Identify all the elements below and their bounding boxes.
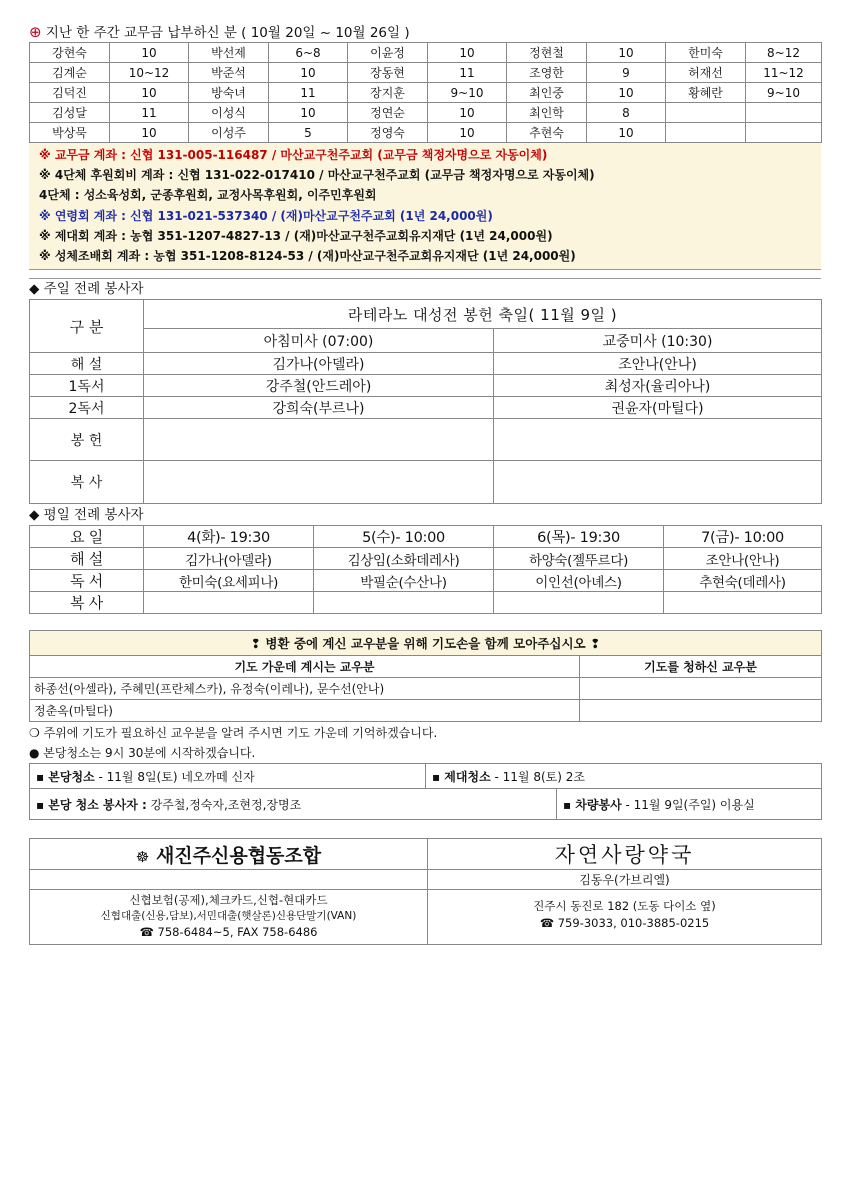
donor-name: 김계순 xyxy=(30,63,110,83)
donor-months: 10 xyxy=(587,43,666,63)
pharmacy-title: 자연사랑약국 xyxy=(428,839,822,870)
morning-volunteer: 강주철(안드레아) xyxy=(144,375,494,397)
donor-name: 방숙녀 xyxy=(189,83,269,103)
prayer-table xyxy=(29,630,822,722)
main-cleaning xyxy=(30,764,426,789)
cleaning-volunteers-label: ▪ 본당 청소 봉사자 : xyxy=(36,797,147,812)
weekday-volunteer: 김가나(아델라) xyxy=(144,548,314,570)
donor-months: 10 xyxy=(587,123,666,143)
donor-name: 김성달 xyxy=(30,103,110,123)
role-label: 1독서 xyxy=(30,375,144,397)
donor-row xyxy=(30,83,822,103)
day-header: 4(화)- 19:30 xyxy=(144,526,314,548)
credit-union-line: 신협대출(신용,담보),서민대출(햇살론)신용단말기(VAN) xyxy=(100,910,357,923)
weekday-heading: ◆ 평일 전례 봉사자 xyxy=(29,507,144,524)
donor-row xyxy=(30,123,822,143)
donor-name: 조영한 xyxy=(507,63,587,83)
school-volunteer: 권윤자(마틸다) xyxy=(494,397,822,419)
role-label: 해 설 xyxy=(30,548,144,570)
weekday-volunteer: 김상임(소화데레사) xyxy=(314,548,494,570)
donor-name: 이윤정 xyxy=(348,43,428,63)
role-label: 복 사 xyxy=(30,592,144,614)
prayer-col-right: 기도를 청하신 교우분 xyxy=(580,656,822,678)
altar-cleaning-label: ▪ 제대청소 xyxy=(432,769,491,784)
weekday-volunteer: 조안나(안나) xyxy=(664,548,822,570)
morning-mass-header: 아침미사 (07:00) xyxy=(144,329,494,353)
donor-months: 11 xyxy=(110,103,189,123)
weekday-volunteer xyxy=(494,592,664,614)
car-service xyxy=(557,789,822,820)
donor-months: 9 xyxy=(587,63,666,83)
weekday-volunteer: 이인선(아녜스) xyxy=(494,570,664,592)
pharmacy-owner: 김동우(가브리엘) xyxy=(428,870,822,890)
day-header: 7(금)- 10:00 xyxy=(664,526,822,548)
account-info-box xyxy=(29,143,821,270)
weekday-volunteer: 추현숙(데레사) xyxy=(664,570,822,592)
donor-name: 박준석 xyxy=(189,63,269,83)
donor-months xyxy=(746,103,822,123)
donor-name: 허재선 xyxy=(666,63,746,83)
donor-months xyxy=(746,123,822,143)
cleaning-note: ● 본당청소는 9시 30분에 시작하겠습니다. xyxy=(29,746,256,761)
donor-name: 한미숙 xyxy=(666,43,746,63)
pharmacy-address: 진주시 동진로 182 (도동 다이소 옆) xyxy=(533,899,716,914)
donor-months: 11 xyxy=(269,83,348,103)
donor-months: 8 xyxy=(587,103,666,123)
school-volunteer: 조안나(안나) xyxy=(494,353,822,375)
donor-name: 정현철 xyxy=(507,43,587,63)
account-adoration: ※ 성체조배회 계좌 : 농협 351-1208-8124-53 / (재)마산교구천주교회유지재단 (1년 24,000원) xyxy=(39,249,576,264)
donor-months: 11 xyxy=(428,63,507,83)
account-funeral: ※ 연령회 계좌 : 신협 131-021-537340 / (재)마산교구천주교회 (1년 24,000원) xyxy=(39,208,493,223)
day-header: 5(수)- 10:00 xyxy=(314,526,494,548)
donor-months: 10 xyxy=(428,123,507,143)
donor-table xyxy=(29,42,822,143)
account-altar: ※ 제대회 계좌 : 농협 351-1207-4827-13 / (재)마산교구천주교회유지재단 (1년 24,000원) xyxy=(39,228,553,243)
day-label: 요 일 xyxy=(30,526,144,548)
role-label: 2독서 xyxy=(30,397,144,419)
weekday-volunteer: 하양숙(젤뚜르다) xyxy=(494,548,664,570)
donor-months: 10 xyxy=(269,63,348,83)
role-label: 독 서 xyxy=(30,570,144,592)
car-service-label: ▪ 차량봉사 xyxy=(563,797,622,812)
donor-months: 10 xyxy=(269,103,348,123)
account-four-groups-list: 4단체 : 성소육성회, 군종후원회, 교정사목후원회, 이주민후원회 xyxy=(39,188,377,203)
weekday-table xyxy=(29,525,822,614)
car-service-text: - 11월 9일(주일) 이용실 xyxy=(621,797,755,812)
donor-name: 정영숙 xyxy=(348,123,428,143)
donor-name: 추현숙 xyxy=(507,123,587,143)
donor-name xyxy=(666,103,746,123)
cleaning-volunteers-text: 강주철,정숙자,조현정,장명조 xyxy=(146,797,302,812)
main-cleaning-text: - 11월 8일(토) 네오까떼 신자 xyxy=(94,769,255,784)
prayer-person: 정춘옥(마틸다) xyxy=(30,700,580,722)
sunday-table xyxy=(29,299,822,504)
school-mass-header: 교중미사 (10:30) xyxy=(494,329,822,353)
donor-months: 10 xyxy=(110,83,189,103)
donor-months: 6~8 xyxy=(269,43,348,63)
prayer-col-left: 기도 가운데 계시는 교우분 xyxy=(30,656,580,678)
donor-row xyxy=(30,63,822,83)
school-volunteer xyxy=(494,461,822,504)
donor-name: 박선제 xyxy=(189,43,269,63)
donor-name: 강현숙 xyxy=(30,43,110,63)
prayer-banner: ❢ 병환 중에 계신 교우분을 위해 기도손을 함께 모아주십시오 ❢ xyxy=(30,631,822,656)
credit-union-logo-icon: ☸ xyxy=(135,847,150,866)
feast-title: 라테라노 대성전 봉헌 축일( 11월 9일 ) xyxy=(144,300,822,329)
altar-cleaning-text: - 11월 8(토) 2조 xyxy=(490,769,585,784)
morning-volunteer: 강희숙(부르나) xyxy=(144,397,494,419)
school-volunteer: 최성자(율리아나) xyxy=(494,375,822,397)
main-cleaning-label: ▪ 본당청소 xyxy=(36,769,95,784)
morning-volunteer: 김가나(아델라) xyxy=(144,353,494,375)
weekday-volunteer: 박필순(수산나) xyxy=(314,570,494,592)
day-header: 6(목)- 19:30 xyxy=(494,526,664,548)
donor-months: 10 xyxy=(110,123,189,143)
prayer-person: 하종선(아셀라), 주혜민(프란체스카), 유정숙(이레나), 문수선(안나) xyxy=(30,678,580,700)
role-label: 해 설 xyxy=(30,353,144,375)
prayer-requester xyxy=(580,700,822,722)
donor-name: 김덕진 xyxy=(30,83,110,103)
donor-name: 최인학 xyxy=(507,103,587,123)
account-offering: ※ 교무금 계좌 : 신협 131-005-116487 / 마산교구천주교회 (교무금 책정자명으로 자동이체) xyxy=(39,148,548,162)
donor-months: 10 xyxy=(428,103,507,123)
division-label: 구 분 xyxy=(30,300,144,353)
donor-name: 최인중 xyxy=(507,83,587,103)
altar-cleaning xyxy=(426,764,822,789)
weekday-volunteer xyxy=(144,592,314,614)
circle-plus-icon: ⊕ xyxy=(29,23,42,41)
donor-months: 9~10 xyxy=(428,83,507,103)
donor-months: 9~10 xyxy=(746,83,822,103)
donor-months: 10~12 xyxy=(110,63,189,83)
cleaning-table xyxy=(29,763,822,820)
donor-name: 박상묵 xyxy=(30,123,110,143)
offering-title-text: 지난 한 주간 교무금 납부하신 분 ( 10월 20일 ~ 10월 26일 ) xyxy=(45,25,410,41)
donor-months: 5 xyxy=(269,123,348,143)
donor-name: 이성식 xyxy=(189,103,269,123)
role-label: 복 사 xyxy=(30,461,144,504)
bulletin-page xyxy=(29,22,821,945)
donor-months: 10 xyxy=(110,43,189,63)
donor-name: 이성주 xyxy=(189,123,269,143)
donor-months: 10 xyxy=(587,83,666,103)
credit-union-phone: ☎ 758-6484~5, FAX 758-6486 xyxy=(139,925,318,940)
morning-volunteer xyxy=(144,461,494,504)
pharmacy-info xyxy=(428,890,822,945)
prayer-requester xyxy=(580,678,822,700)
donor-name: 장동현 xyxy=(348,63,428,83)
cleaning-volunteers xyxy=(30,789,557,820)
donor-name: 정연순 xyxy=(348,103,428,123)
donor-months: 8~12 xyxy=(746,43,822,63)
offering-title xyxy=(29,22,821,42)
weekday-volunteer: 한미숙(요세피나) xyxy=(144,570,314,592)
sunday-heading: ◆ 주일 전례 봉사자 xyxy=(29,278,821,299)
morning-volunteer xyxy=(144,419,494,461)
donor-months: 10 xyxy=(428,43,507,63)
credit-union-name: 새진주신용협동조합 xyxy=(155,844,322,867)
account-four-groups: ※ 4단체 후원회비 계좌 : 신협 131-022-017410 / 마산교구천주교회 (교무금 책정자명으로 자동이체) xyxy=(39,168,595,183)
weekday-volunteer xyxy=(664,592,822,614)
role-label: 봉 헌 xyxy=(30,419,144,461)
credit-union-spacer xyxy=(30,870,428,890)
donor-name xyxy=(666,123,746,143)
pharmacy-phone: ☎ 759-3033, 010-3885-0215 xyxy=(539,916,710,931)
donor-name: 황혜란 xyxy=(666,83,746,103)
donor-months: 11~12 xyxy=(746,63,822,83)
credit-union-title xyxy=(30,839,428,870)
prayer-note: ❍ 주위에 기도가 필요하신 교우분을 알려 주시면 기도 가운데 기억하겠습니다. xyxy=(29,726,438,741)
donor-name: 장지훈 xyxy=(348,83,428,103)
weekday-volunteer xyxy=(314,592,494,614)
credit-union-line: 신협보험(공제),체크카드,신협-현대카드 xyxy=(129,893,328,908)
credit-union-info xyxy=(30,890,428,945)
school-volunteer xyxy=(494,419,822,461)
sponsor-table xyxy=(29,838,822,945)
donor-row xyxy=(30,43,822,63)
donor-row xyxy=(30,103,822,123)
